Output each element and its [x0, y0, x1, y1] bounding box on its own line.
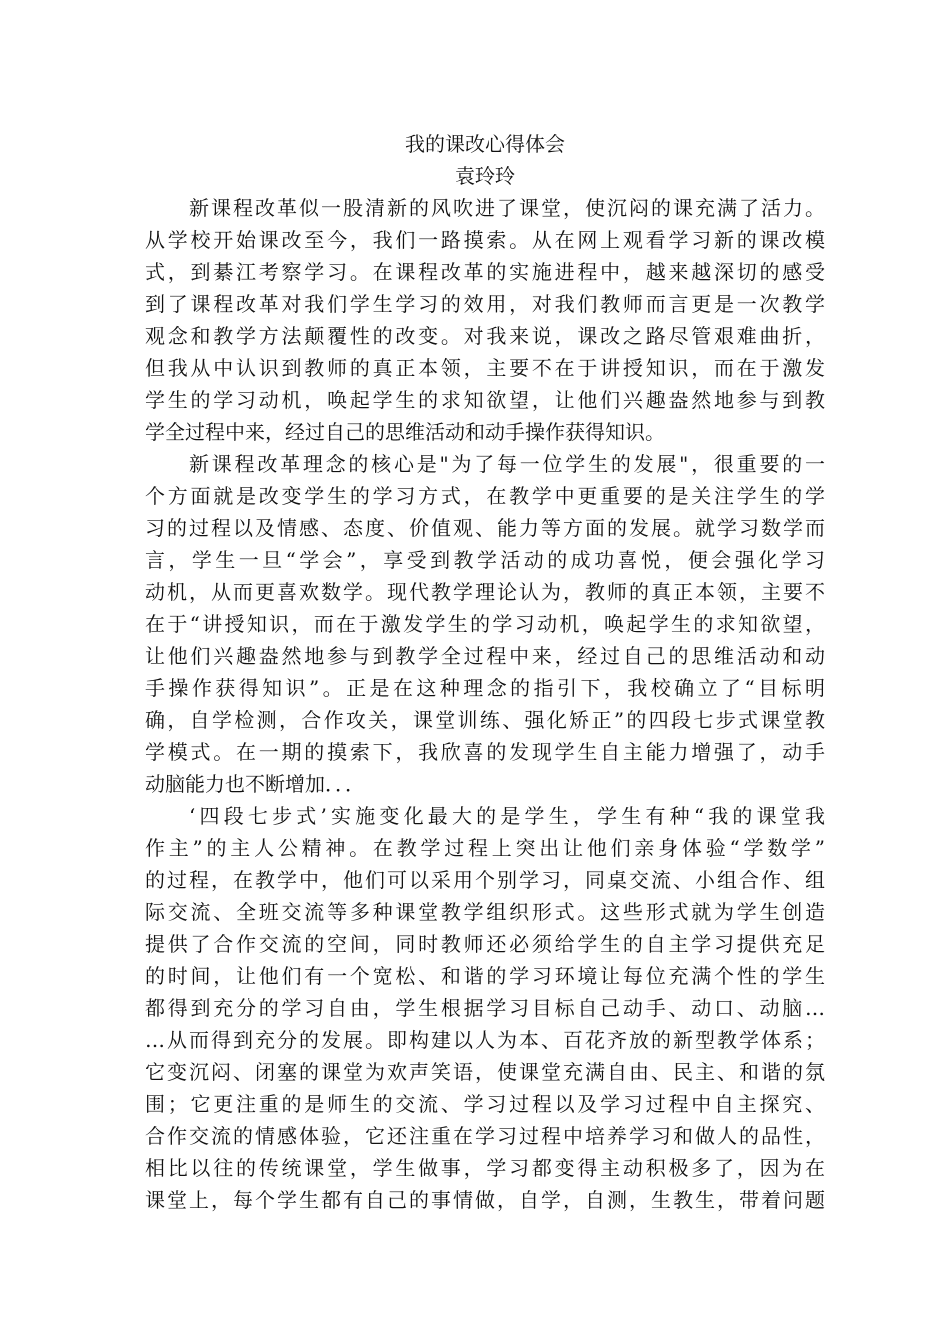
paragraph-line: 新课程改革理念的核心是"为了每一位学生的发展"，很重要的一 [189, 452, 825, 476]
paragraph-line: …从而得到充分的发展。即构建以人为本、百花齐放的新型教学体系； [145, 1028, 825, 1052]
document-author: 袁玲玲 [455, 164, 515, 188]
paragraph-line: 都得到充分的学习自由，学生根据学习目标自己动手、动口、动脑… [145, 996, 825, 1020]
paragraph-line: 习的过程以及情感、态度、价值观、能力等方面的发展。就学习数学而 [145, 516, 825, 540]
paragraph-line: 课堂上，每个学生都有自己的事情做，自学，自测，生教生，带着问题 [145, 1188, 825, 1212]
paragraph-line: 在于“讲授知识，而在于激发学生的学习动机，唤起学生的求知欲望， [145, 612, 825, 636]
paragraph-line: 新课程改革似一股清新的风吹进了课堂，使沉闷的课充满了活力。 [189, 196, 825, 220]
paragraph-line: ‘四段七步式’实施变化最大的是学生，学生有种“我的课堂我 [189, 804, 825, 828]
paragraph-line: 作主”的主人公精神。在教学过程上突出让他们亲身体验“学数学” [145, 836, 825, 860]
paragraph-line: 提供了合作交流的空间，同时教师还必须给学生的自主学习提供充足 [145, 932, 825, 956]
paragraph-line: 从学校开始课改至今，我们一路摸索。从在网上观看学习新的课改模 [145, 228, 825, 252]
paragraph-line: 学模式。在一期的摸索下，我欣喜的发现学生自主能力增强了，动手 [145, 740, 825, 764]
paragraph-line: 动机，从而更喜欢数学。现代教学理论认为，教师的真正本领，主要不 [145, 580, 825, 604]
paragraph-line: 个方面就是改变学生的学习方式，在教学中更重要的是关注学生的学 [145, 484, 825, 508]
paragraph-line: 观念和教学方法颠覆性的改变。对我来说，课改之路尽管艰难曲折， [145, 324, 825, 348]
paragraph-line: 言，学生一旦“学会”，享受到教学活动的成功喜悦，便会强化学习 [145, 548, 825, 572]
paragraph-line: 合作交流的情感体验，它还注重在学习过程中培养学习和做人的品性， [145, 1124, 825, 1148]
paragraph-line: 的时间，让他们有一个宽松、和谐的学习环境让每位充满个性的学生 [145, 964, 825, 988]
paragraph-line: 相比以往的传统课堂，学生做事，学习都变得主动积极多了，因为在 [145, 1156, 825, 1180]
paragraph-3 [145, 800, 825, 1216]
paragraph-line: 确，自学检测，合作攻关，课堂训练、强化矫正”的四段七步式课堂教 [145, 708, 825, 732]
paragraph-line: 让他们兴趣盎然地参与到教学全过程中来，经过自己的思维活动和动 [145, 644, 825, 668]
paragraph-line: 式，到綦江考察学习。在课程改革的实施进程中，越来越深切的感受 [145, 260, 825, 284]
paragraph-1 [145, 192, 825, 448]
paragraph-line: 围；它更注重的是师生的交流、学习过程以及学习过程中自主探究、 [145, 1092, 825, 1116]
paragraph-line: 到了课程改革对我们学生学习的效用，对我们教师而言更是一次教学 [145, 292, 825, 316]
paragraph-line: 际交流、全班交流等多种课堂教学组织形式。这些形式就为学生创造 [145, 900, 825, 924]
paragraph-line: 它变沉闷、闭塞的课堂为欢声笑语，使课堂充满自由、民主、和谐的氛 [145, 1060, 825, 1084]
paragraph-line: 手操作获得知识”。正是在这种理念的指引下，我校确立了“目标明 [145, 676, 825, 700]
paragraph-2 [145, 448, 825, 800]
paragraph-line: 动脑能力也不断增加．．． [145, 772, 365, 796]
paragraph-line: 的过程，在教学中，他们可以采用个别学习，同桌交流、小组合作、组 [145, 868, 825, 892]
paragraph-line: 学生的学习动机，唤起学生的求知欲望，让他们兴趣盎然地参与到教 [145, 388, 825, 412]
paragraph-line: 学全过程中来，经过自己的思维活动和动手操作获得知识。 [145, 420, 665, 444]
document-title: 我的课改心得体会 [405, 132, 565, 156]
paragraph-line: 但我从中认识到教师的真正本领，主要不在于讲授知识，而在于激发 [145, 356, 825, 380]
document-body [145, 128, 825, 1216]
